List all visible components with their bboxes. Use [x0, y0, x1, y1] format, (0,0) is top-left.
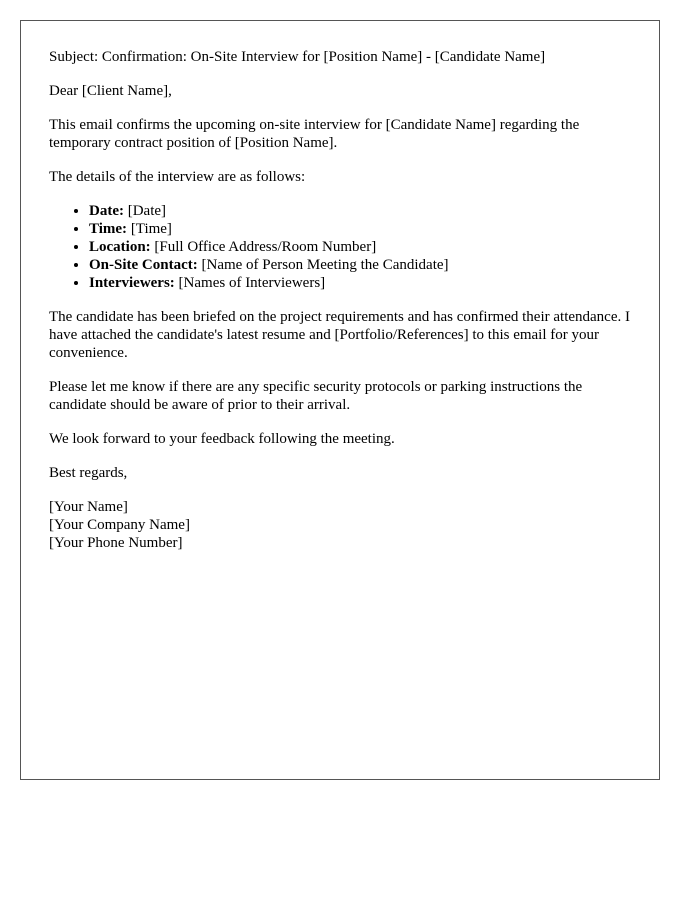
interview-details-list	[49, 202, 631, 292]
briefing-paragraph: The candidate has been briefed on the project requirements and has confirmed their attendance. I have attached the candidate's latest resume and [Portfolio/References] to this email for your convenience.	[49, 309, 630, 361]
greeting: Dear [Client Name],	[49, 83, 172, 99]
detail-value: [Full Office Address/Room Number]	[150, 239, 377, 255]
detail-label: Location:	[89, 239, 151, 255]
security-paragraph: Please let me know if there are any specific security protocols or parking instructions the candidate should be aware of prior to their arrival.	[49, 379, 583, 413]
detail-interviewers	[89, 274, 631, 292]
detail-location	[89, 238, 631, 256]
signature-block	[49, 498, 631, 552]
detail-label: Interviewers:	[89, 275, 175, 291]
detail-value: [Name of Person Meeting the Candidate]	[197, 257, 449, 273]
detail-time	[89, 220, 631, 238]
detail-value: [Date]	[123, 203, 167, 219]
detail-onsite-contact	[89, 256, 631, 274]
signature-phone: [Your Phone Number]	[49, 535, 183, 551]
details-intro: The details of the interview are as follows:	[49, 169, 306, 185]
signature-name: [Your Name]	[49, 499, 128, 515]
detail-label: On-Site Contact:	[89, 257, 198, 273]
detail-label: Time:	[89, 221, 128, 237]
sign-off: Best regards,	[49, 465, 128, 481]
email-letter	[20, 20, 660, 780]
detail-date	[89, 202, 631, 220]
signature-company: [Your Company Name]	[49, 517, 190, 533]
detail-label: Date:	[89, 203, 124, 219]
closing-line: We look forward to your feedback following the meeting.	[49, 431, 395, 447]
detail-value: [Names of Interviewers]	[174, 275, 326, 291]
subject-line: Subject: Confirmation: On-Site Interview for [Position Name] - [Candidate Name]	[49, 49, 546, 65]
intro-paragraph: This email confirms the upcoming on-site interview for [Candidate Name] regarding the temporary contract position of [Position Name].	[49, 117, 580, 151]
detail-value: [Time]	[127, 221, 172, 237]
